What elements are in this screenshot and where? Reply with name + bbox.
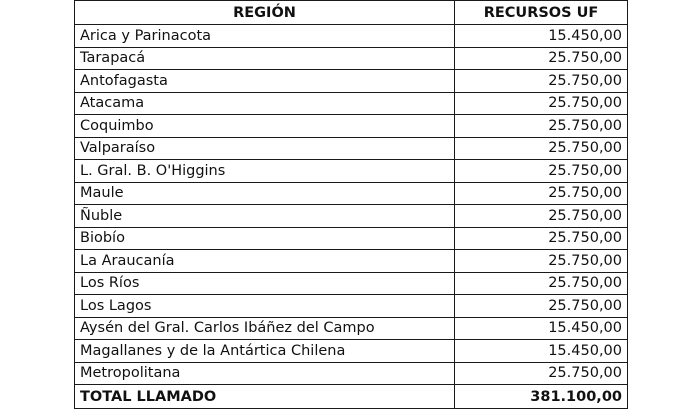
region-cell: Arica y Parinacota bbox=[75, 25, 455, 48]
region-cell: Biobío bbox=[75, 227, 455, 250]
header-row bbox=[75, 1, 628, 25]
resources-document bbox=[74, 0, 627, 409]
amount-cell: 25.750,00 bbox=[455, 160, 628, 183]
table-row bbox=[75, 70, 628, 93]
amount-cell: 25.750,00 bbox=[455, 362, 628, 385]
region-cell: Maule bbox=[75, 182, 455, 205]
table-row bbox=[75, 340, 628, 363]
region-cell: Coquimbo bbox=[75, 115, 455, 138]
amount-cell: 25.750,00 bbox=[455, 47, 628, 70]
region-cell: Ñuble bbox=[75, 205, 455, 228]
region-cell: Aysén del Gral. Carlos Ibáñez del Campo bbox=[75, 317, 455, 340]
region-cell: La Araucanía bbox=[75, 250, 455, 273]
table-row bbox=[75, 227, 628, 250]
table-row bbox=[75, 182, 628, 205]
region-cell: Metropolitana bbox=[75, 362, 455, 385]
resources-table bbox=[74, 0, 628, 409]
region-cell: Atacama bbox=[75, 92, 455, 115]
region-cell: Valparaíso bbox=[75, 137, 455, 160]
resources-column-header: RECURSOS UF bbox=[455, 1, 628, 25]
region-cell: Los Lagos bbox=[75, 295, 455, 318]
amount-cell: 25.750,00 bbox=[455, 70, 628, 93]
amount-cell: 15.450,00 bbox=[455, 340, 628, 363]
table-row bbox=[75, 160, 628, 183]
amount-cell: 25.750,00 bbox=[455, 92, 628, 115]
amount-cell: 15.450,00 bbox=[455, 317, 628, 340]
total-amount: 381.100,00 bbox=[455, 385, 628, 409]
amount-cell: 25.750,00 bbox=[455, 115, 628, 138]
table-row bbox=[75, 92, 628, 115]
table-row bbox=[75, 25, 628, 48]
table-row bbox=[75, 47, 628, 70]
amount-cell: 25.750,00 bbox=[455, 227, 628, 250]
amount-cell: 25.750,00 bbox=[455, 182, 628, 205]
table-row bbox=[75, 205, 628, 228]
amount-cell: 15.450,00 bbox=[455, 25, 628, 48]
region-cell: Tarapacá bbox=[75, 47, 455, 70]
amount-cell: 25.750,00 bbox=[455, 250, 628, 273]
table-row bbox=[75, 295, 628, 318]
table-row bbox=[75, 362, 628, 385]
region-cell: L. Gral. B. O'Higgins bbox=[75, 160, 455, 183]
region-cell: Antofagasta bbox=[75, 70, 455, 93]
amount-cell: 25.750,00 bbox=[455, 205, 628, 228]
total-row bbox=[75, 385, 628, 409]
table-row bbox=[75, 317, 628, 340]
amount-cell: 25.750,00 bbox=[455, 272, 628, 295]
region-cell: Magallanes y de la Antártica Chilena bbox=[75, 340, 455, 363]
table-row bbox=[75, 137, 628, 160]
region-column-header: REGIÓN bbox=[75, 1, 455, 25]
amount-cell: 25.750,00 bbox=[455, 295, 628, 318]
region-cell: Los Ríos bbox=[75, 272, 455, 295]
total-label: TOTAL LLAMADO bbox=[75, 385, 455, 409]
amount-cell: 25.750,00 bbox=[455, 137, 628, 160]
table-row bbox=[75, 250, 628, 273]
table-row bbox=[75, 272, 628, 295]
table-row bbox=[75, 115, 628, 138]
